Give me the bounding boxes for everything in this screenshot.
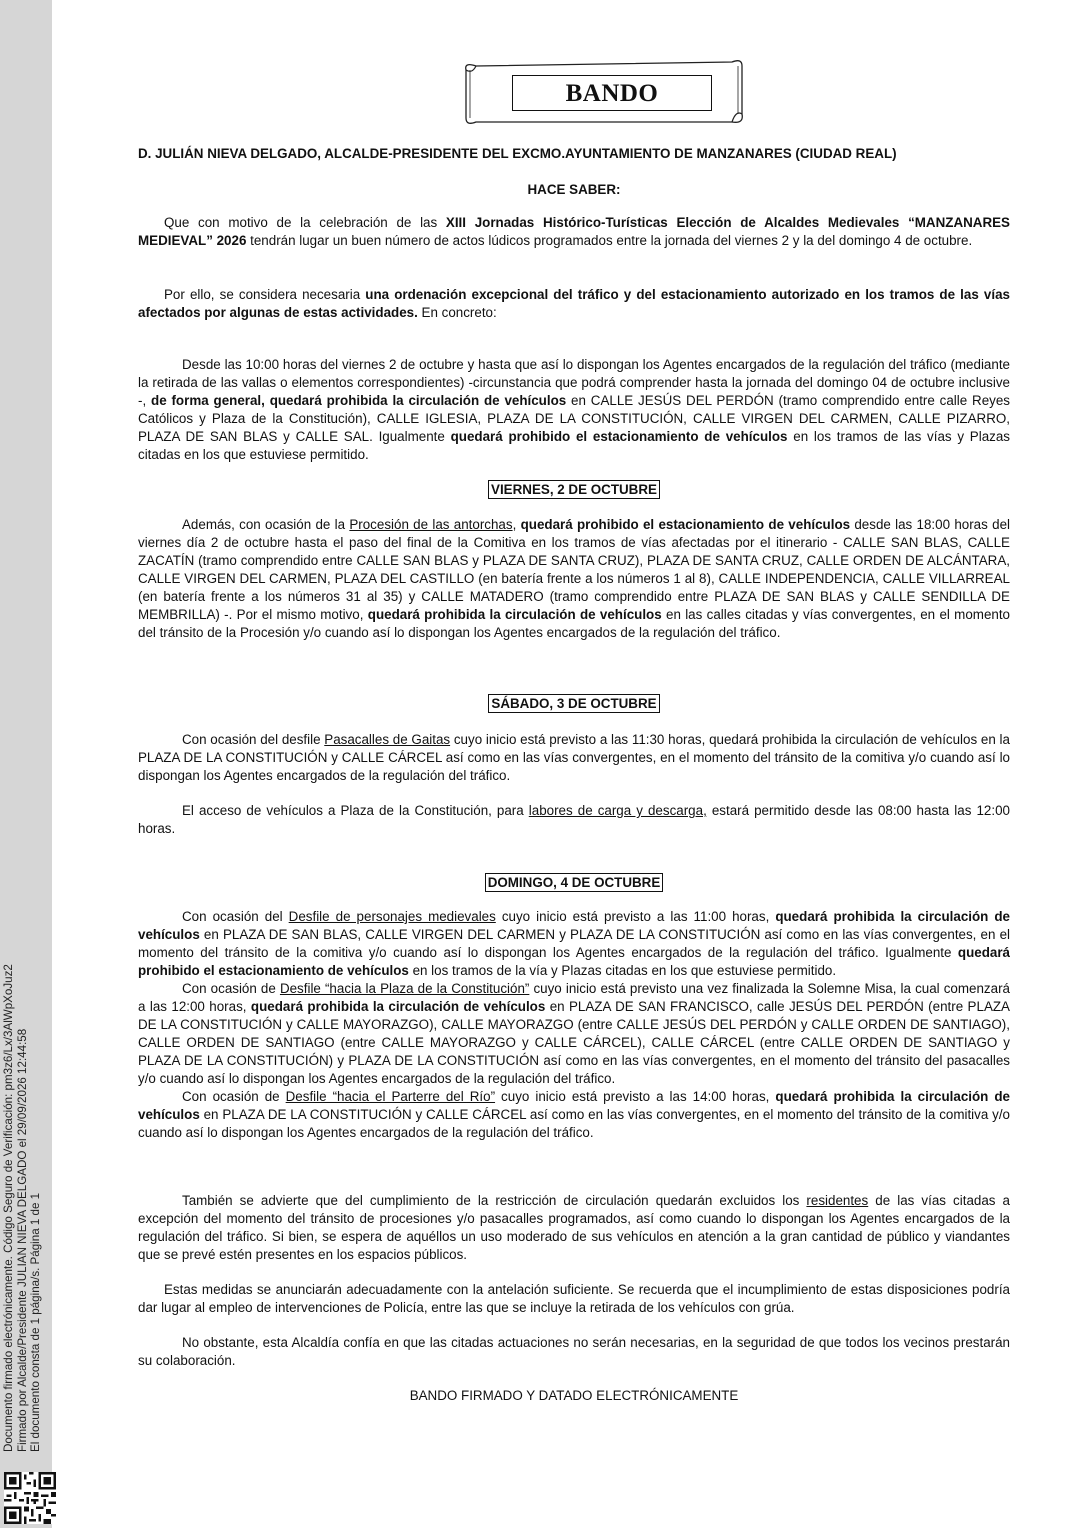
viernes-section [138,516,1010,642]
text-span: en PLAZA DE SAN BLAS, CALLE VIRGEN DEL CARMEN y PLAZA DE LA CONSTITUCIÓN así como en las vías convergentes, en el momento del tránsito de la comitiva y/o cuando así lo dispongan los Agentes encargados de la regulación del tráfico. Igualmente [138,927,1010,960]
text-span: El acceso de vehículos a Plaza de la Constitución, para [182,803,529,818]
text-span: desde las 18:00 horas del viernes día 2 de octubre hasta el paso del final de la Comitiva en los tramos de vías afectadas por el itinerario - CALLE SAN BLAS, CALLE ZACATÍN (tramo comprendido entre CALLE SAN BLAS y PLAZA DE SANTA CRUZ), PLAZA DE SANTA CRUZ, CALLE ORDEN DE ALCÁNTARA, CALLE VIRGEN DEL CARMEN, PLAZA DEL CASTILLO (en batería frente a los números 1 al 8), CALLE INDEPENDENCIA, CALLE VILLARREAL (en batería frente a los números 31 al 35) y CALLE MATADERO (tramo comprendido entre PLAZA DE SAN BLAS y CALLE SENDILLA DE MEMBRILLA) -. Por el mismo motivo, [138,517,1010,622]
text-span: Por ello, se considera necesaria [164,287,366,302]
general-paragraph [138,356,1010,464]
viernes-paragraph [138,516,1010,642]
bold-text: quedará prohibida la circulación de vehículos [367,607,662,622]
text-span: Con ocasión del desfile [182,732,325,747]
text-span: En concreto: [417,305,497,320]
text-span: en PLAZA DE LA CONSTITUCIÓN y CALLE CÁRCEL así como en las vías convergentes, en el momento del tránsito de la comitiva y/o cuando así lo dispongan los Agentes encargados de la regulación del tráfico. [138,1107,1010,1140]
text-span: Con ocasión del [182,909,289,924]
closing-section-2 [138,1281,1010,1317]
closing-section-3 [138,1334,1010,1370]
author-line: D. JULIÁN NIEVA DELGADO, ALCALDE-PRESIDENTE DEL EXCMO.AYUNTAMIENTO DE MANZANARES (CIUDAD REAL) [138,146,897,161]
intro-section-2 [138,286,1010,322]
domingo-paragraph-2 [138,980,1010,1088]
text-span: , [512,517,521,532]
closing-paragraph-1 [138,1192,1010,1264]
event-name: XIII Jornadas Histórico-Turísticas Elección de Alcaldes Medievales “MANZANARES MEDIEVAL” 2026 [138,215,1010,248]
verification-text [2,892,43,1452]
domingo-section [138,908,1010,1142]
bold-text: quedará prohibido el estacionamiento de vehículos [138,945,1010,978]
document-title: BANDO [512,75,712,111]
bold-text: quedará prohibida la circulación de vehículos [250,999,546,1014]
event-name: Desfile “hacia el Parterre del Río” [285,1089,496,1104]
event-name: Desfile “hacia la Plaza de la Constitución” [279,981,530,996]
verification-line-2: Firmado por Alcalde/Presidente JULIAN NIEVA DELGADO el 29/09/2026 12:44:58 [15,1028,29,1452]
viernes-heading-row [138,480,1010,499]
intro-paragraph-2 [138,286,1010,322]
verification-line-3: El documento consta de 1 página/s. Página 1 de 1 [29,1192,42,1452]
domingo-heading: DOMINGO, 4 DE OCTUBRE [485,873,664,892]
bold-text: quedará prohibida la circulación de vehículos [138,909,1011,942]
sabado-section-2 [138,802,1010,838]
qr-code-icon [4,1472,56,1524]
text-span: en CALLE JESÚS DEL PERDÓN (tramo comprendido entre calle Reyes Católicos y Plaza de la Constitución), CALLE IGLESIA, PLAZA DE LA CONSTITUCIÓN, CALLE VIRGEN DEL CARMEN, CALLE PIZARRO, PLAZA DE SAN BLAS y CALLE SAL. Igualmente [138,393,1010,444]
text-span: cuyo inicio está previsto a las 11:30 horas, quedará prohibida la circulación de vehículos en la PLAZA DE LA CONSTITUCIÓN y CALLE CÁRCEL así como en las vías convergentes, en el momento del tránsito de la comitiva y/o cuando así lo dispongan los Agentes encargados de la regulación del tráfico. [138,732,1010,783]
bold-text: quedará prohibida la circulación de vehículos [138,1089,1010,1122]
domingo-paragraph-3 [138,1088,1010,1142]
underlined-text: labores de carga y descarga, [528,803,707,818]
domingo-heading-row [138,873,1010,892]
intro-section [138,214,1010,250]
event-name: Desfile de personajes medievales [288,909,496,924]
closing-paragraph-3: No obstante, esta Alcaldía confía en que las citadas actuaciones no serán necesarias, en la seguridad de que todos los vecinos prestarán su colaboración. [138,1335,1010,1368]
text-span: También se advierte que del cumplimiento de la restricción de circulación quedarán excluidos los [182,1193,807,1208]
closing-section [138,1192,1010,1264]
domingo-paragraph-1 [138,908,1010,980]
sabado-heading: SÁBADO, 3 DE OCTUBRE [488,694,659,713]
text-span: de las vías citadas a excepción del momento del tránsito de procesiones y/o pasacalles programados, así como cuando lo dispongan los Agentes encargados de la regulación del tráfico. Si bien, se espera de aquéllos un uso moderado de sus vehículos en atención a la gran cantidad de público y viandantes que se prevé estén presentes en los espacios públicos. [138,1193,1010,1262]
text-span: Que con motivo de la celebración de las [164,215,446,230]
text-span: en PLAZA DE SAN FRANCISCO, calle JESÚS DEL PERDÓN (entre PLAZA DE LA CONSTITUCIÓN y CALLE MAYORAZGO), CALLE MAYORAZGO (entre CALLE JESÚS DEL PERDÓN y CALLE ORDEN DE SANTIAGO), CALLE ORDEN DE SANTIAGO (entre CALLE MAYORAZGO y CALLE CÁRCEL), CALLE CÁRCEL (entre CALLE ORDEN DE SANTIAGO y PLAZA DE LA CONSTITUCIÓN) y PLAZA DE LA CONSTITUCIÓN así como en las vías convergentes, en el momento del tránsito del pasacalles y/o cuando así lo dispongan los Agentes encargados de la regulación del tráfico. [138,999,1010,1086]
sabado-section [138,731,1010,785]
closing-paragraph-2: Estas medidas se anunciarán adecuadamente con la antelación suficiente. Se recuerda que el incumplimiento de estas disposiciones podría dar lugar al empleo de intervenciones de Policía, entre las que se incluye la retirada de los vehículos con grúa. [138,1282,1010,1315]
text-span: en los tramos de la vía y Plazas citadas en los que estuviese permitido. [408,963,837,978]
text-span: Además, con ocasión de la [182,517,350,532]
text-span: tendrán lugar un buen número de actos lúdicos programados entre la jornada del viernes 2 y la del domingo 4 de octubre. [246,233,973,248]
sabado-heading-row [138,694,1010,713]
underlined-text: residentes [806,1193,869,1208]
text-span: cuyo inicio está previsto una vez finalizada la Solemne Misa, la cual comenzará a las 12:00 horas, [138,981,1010,1014]
intro-paragraph-1 [138,214,1010,250]
bold-text: quedará prohibido el estacionamiento de vehículos [450,429,788,444]
hace-saber-heading: HACE SABER: [527,182,621,197]
text-span: en los tramos de las vías y Plazas citadas en los que estuviese permitido. [138,429,1011,462]
general-section [138,356,1010,464]
viernes-heading: VIERNES, 2 DE OCTUBRE [488,480,660,499]
text-span: Desde las 10:00 horas del viernes 2 de octubre y hasta que así lo dispongan los Agentes encargados de la regulación del tráfico (mediante la retirada de las vallas o elementos correspondientes) -circunstancia que podrá comprender hasta la jornada del domingo 04 de octubre inclusive -, [138,357,1010,408]
text-span: cuyo inicio está previsto a las 14:00 horas, [495,1089,776,1104]
text-span: Con ocasión de [182,981,280,996]
event-name: Pasacalles de Gaitas [324,732,451,747]
text-span: cuyo inicio está previsto a las 11:00 horas, [495,909,776,924]
sabado-paragraph-1 [138,731,1010,785]
verification-line-1: Documento firmado electrónicamente. Código Seguro de Verificación: pm3z6/Lx/3AlWpXoJuz2 [2,964,15,1452]
text-span: Con ocasión de [182,1089,286,1104]
text-span: en las calles citadas y vías convergentes, en el momento del tránsito de la Procesión y/o cuando así lo dispongan los Agentes encargados de la regulación del tráfico. [138,607,1011,640]
text-span: estará permitido desde las 08:00 hasta las 12:00 horas. [138,803,1010,836]
bold-text: quedará prohibido el estacionamiento de vehículos [520,517,851,532]
sabado-paragraph-2 [138,802,1010,838]
signature-line: BANDO FIRMADO Y DATADO ELECTRÓNICAMENTE [409,1388,739,1403]
event-name: Procesión de las antorchas [349,517,513,532]
bold-text: una ordenación excepcional del tráfico y del estacionamiento autorizado en los tramos de las vías afectados por algunas de estas actividades. [138,287,1010,320]
bold-text: de forma general, quedará prohibida la circulación de vehículos [151,393,567,408]
